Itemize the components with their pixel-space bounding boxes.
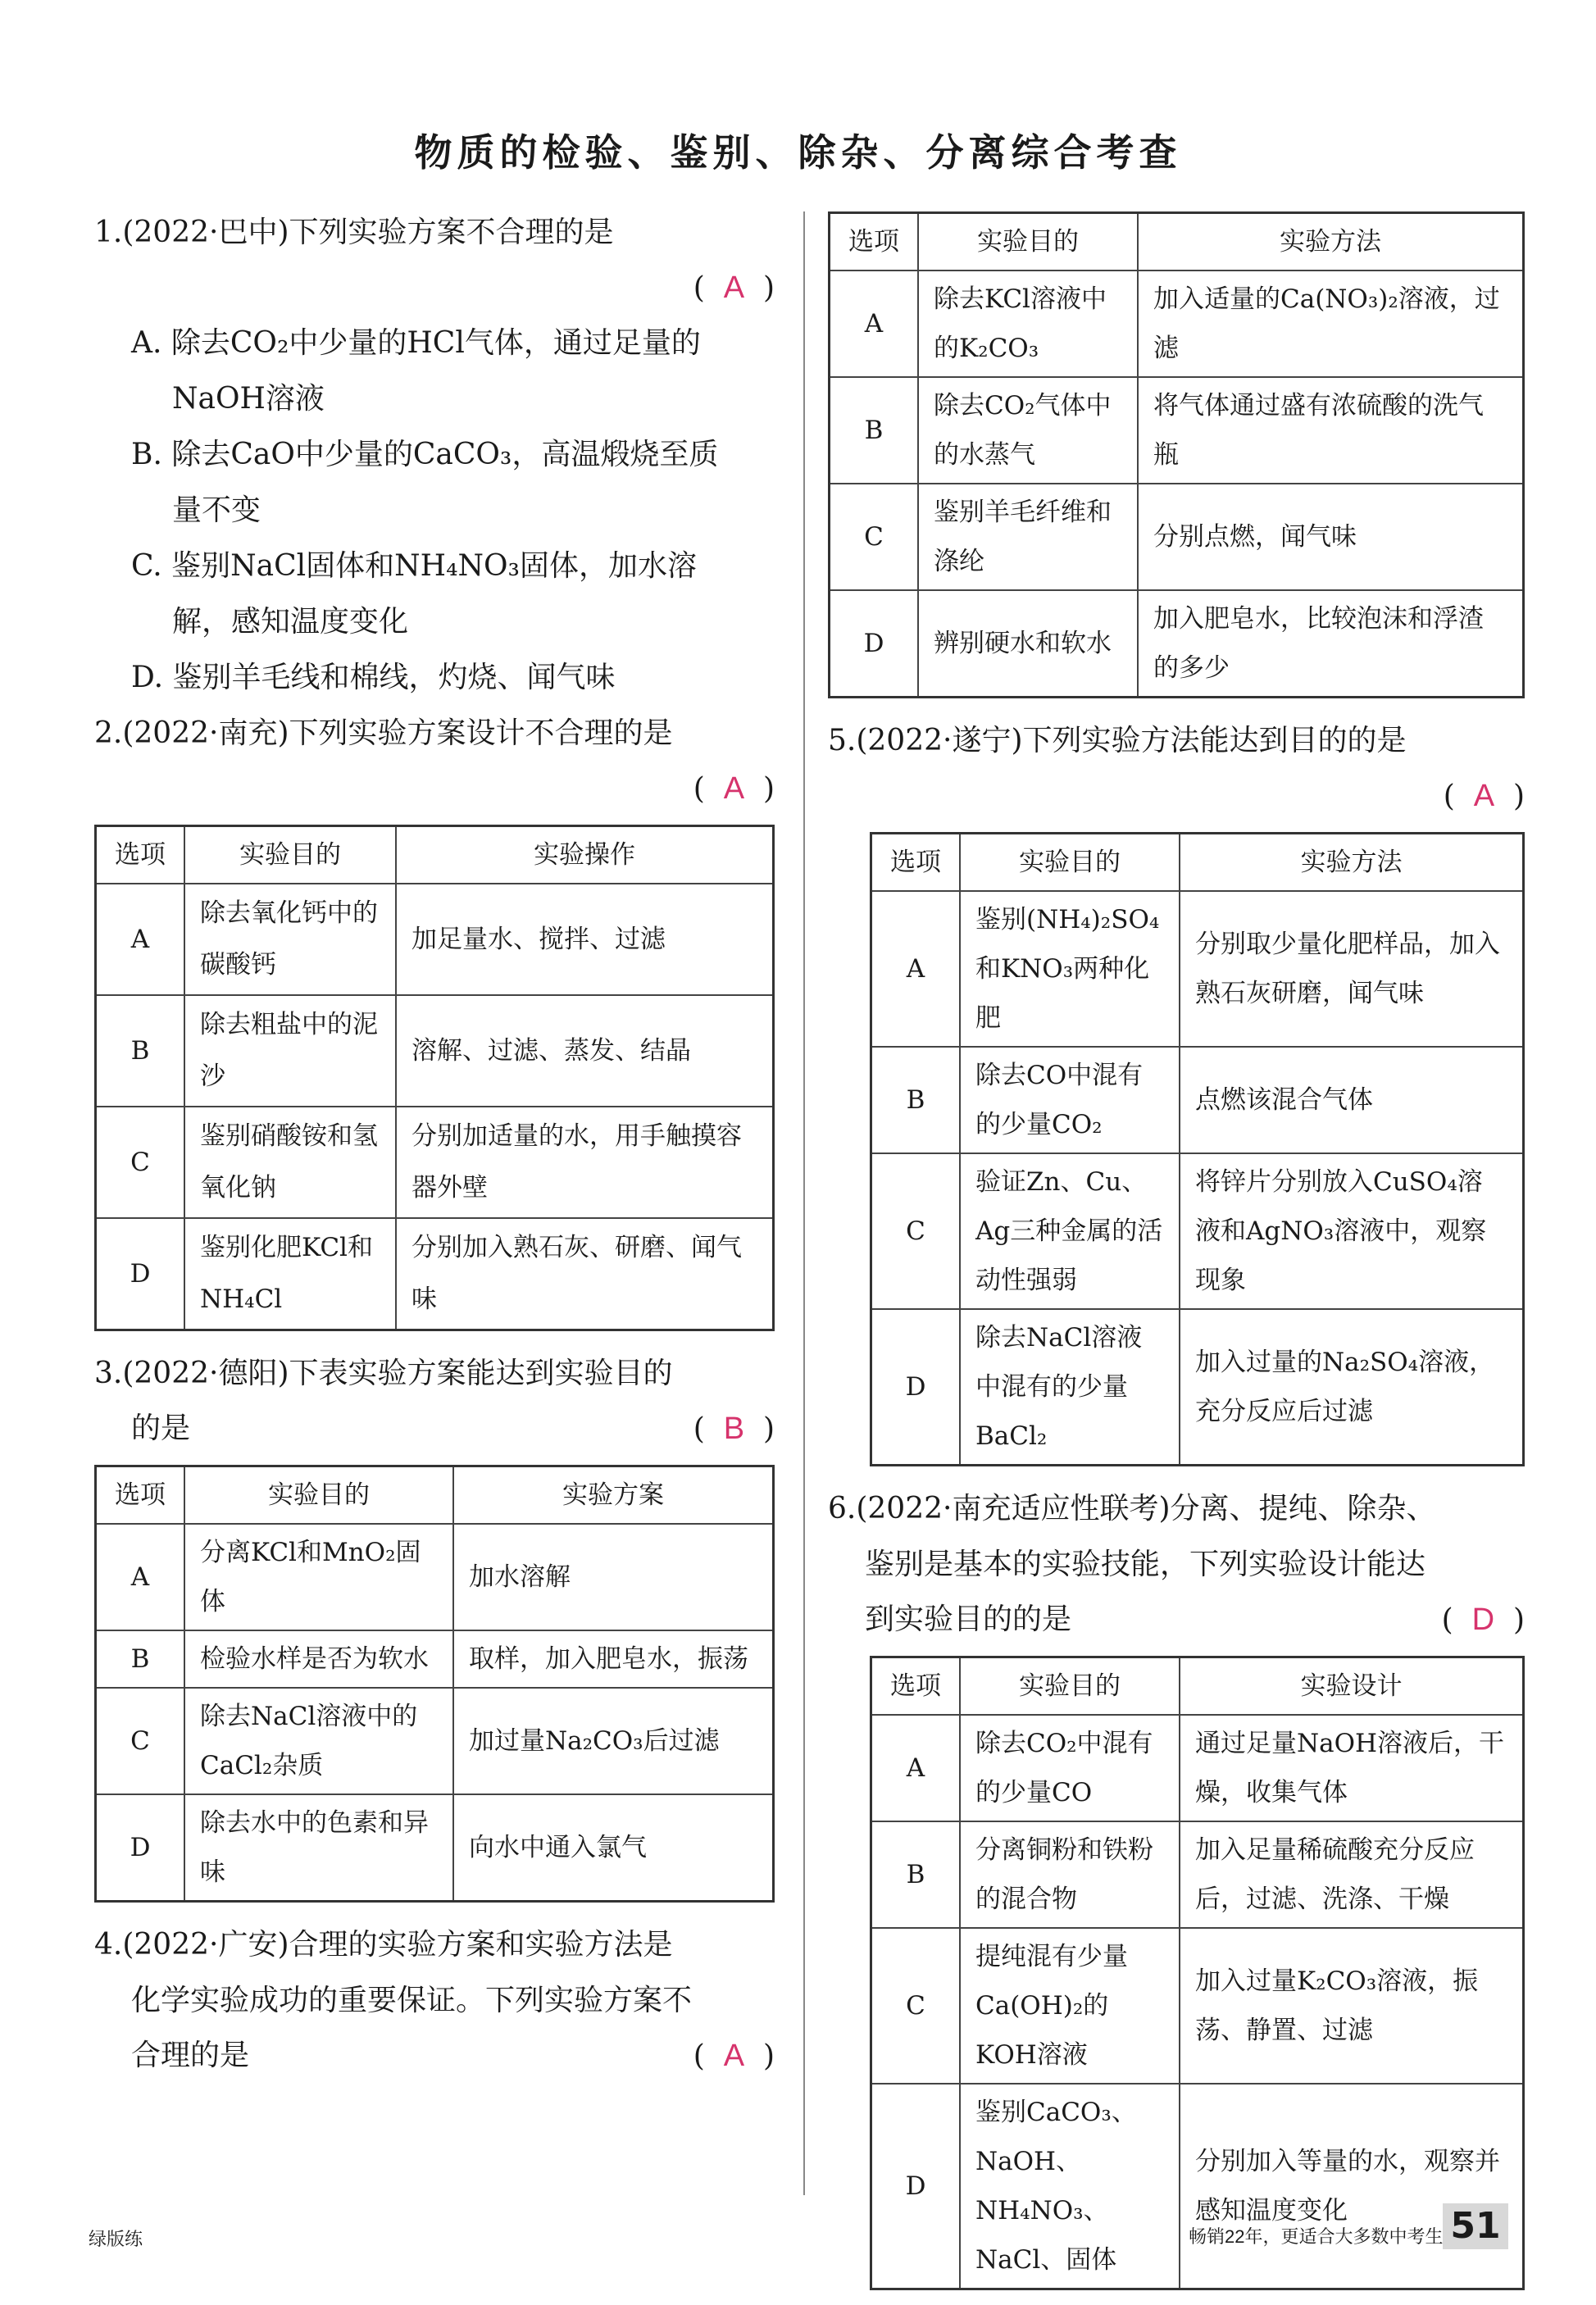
cell-purpose: 鉴别羊毛纤维和涤纶 xyxy=(918,484,1138,590)
cell-design: 加入过量K₂CO₃溶液，振荡、静置、过滤 xyxy=(1180,1928,1524,2084)
header-purpose: 实验目的 xyxy=(184,826,396,884)
q6-stem-line3 xyxy=(828,1593,1525,1648)
q3-stem-cont: 的是 xyxy=(131,1412,191,1445)
header-method: 实验操作 xyxy=(396,826,774,884)
cell-purpose: 鉴别(NH₄)₂SO₄和KNO₃两种化肥 xyxy=(960,891,1180,1047)
q3-table xyxy=(94,1465,775,1903)
cell-method: 将锌片分别放入CuSO₄溶液和AgNO₃溶液中，观察现象 xyxy=(1180,1153,1524,1309)
q6-stem-cont2: 到实验目的的是 xyxy=(865,1603,1072,1636)
cell-purpose: 除去KCl溶液中的K₂CO₃ xyxy=(918,271,1138,377)
cell-option: C xyxy=(871,1928,961,2084)
header-option: 选项 xyxy=(871,1657,961,1716)
q1-option-a-cont: NaOH溶液 xyxy=(172,382,325,416)
cell-method: 点燃该混合气体 xyxy=(1180,1047,1524,1153)
cell-purpose: 除去氧化钙中的碳酸钙 xyxy=(184,884,396,995)
table-header-row xyxy=(871,834,1524,892)
cell-option: D xyxy=(830,590,919,698)
q1-option-d: D. 鉴别羊毛线和棉线，灼烧、闻气味 xyxy=(131,661,616,694)
q1-option-c-cont: 解，感知温度变化 xyxy=(172,605,409,639)
table-row xyxy=(871,1047,1524,1153)
cell-option: C xyxy=(96,1688,185,1794)
q3-answer: B xyxy=(723,1412,745,1446)
cell-method: 溶解、过滤、蒸发、结晶 xyxy=(396,995,774,1107)
page-number: 51 xyxy=(1443,2203,1508,2249)
q1-option-a: A. 除去CO₂中少量的HCl气体，通过足量的 xyxy=(131,326,701,360)
q3-stem: 3.(2022·德阳)下表实验方案能达到实验目的 xyxy=(94,1357,673,1390)
table-row xyxy=(871,1153,1524,1309)
cell-option: C xyxy=(830,484,919,590)
header-plan: 实验方案 xyxy=(453,1466,774,1525)
q2-stem: 2.(2022·南充)下列实验方案设计不合理的是 xyxy=(94,716,673,750)
q5-answer: A xyxy=(1473,779,1495,813)
table-row xyxy=(96,1794,774,1902)
q6-answer: D xyxy=(1471,1603,1495,1637)
q2-table xyxy=(94,825,775,1331)
table-row xyxy=(96,995,774,1107)
cell-method: 加足量水、搅拌、过滤 xyxy=(396,884,774,995)
table-row xyxy=(830,271,1524,377)
q1-answer: A xyxy=(723,271,745,305)
header-option: 选项 xyxy=(96,1466,185,1525)
cell-method: 分别取少量化肥样品，加入熟石灰研磨，闻气味 xyxy=(1180,891,1524,1047)
header-option: 选项 xyxy=(830,213,919,271)
cell-method: 分别加适量的水，用手触摸容器外壁 xyxy=(396,1107,774,1218)
cell-method: 加入肥皂水，比较泡沫和浮渣的多少 xyxy=(1138,590,1524,698)
table-header-row xyxy=(830,213,1524,271)
cell-method: 将气体通过盛有浓硫酸的洗气瓶 xyxy=(1138,377,1524,484)
q1-option-b: B. 除去CaO中少量的CaCO₃，高温煅烧至质 xyxy=(131,438,719,471)
cell-plan: 加水溶解 xyxy=(453,1524,774,1630)
cell-option: C xyxy=(96,1107,185,1218)
cell-purpose: 辨别硬水和软水 xyxy=(918,590,1138,698)
q4-stem: 4.(2022·广安)合理的实验方案和实验方法是 xyxy=(94,1928,673,1962)
table-row xyxy=(96,1630,774,1688)
q4-table xyxy=(828,211,1525,698)
left-column xyxy=(94,205,775,2084)
cell-option: B xyxy=(871,1047,961,1153)
header-method: 实验方法 xyxy=(1138,213,1524,271)
table-header-row xyxy=(871,1657,1524,1716)
cell-option: D xyxy=(96,1218,185,1330)
cell-option: A xyxy=(96,1524,185,1630)
header-option: 选项 xyxy=(96,826,185,884)
cell-option: D xyxy=(871,2084,961,2289)
q4-stem-line3 xyxy=(94,2029,775,2084)
cell-option: C xyxy=(871,1153,961,1309)
footer-slogan: 畅销22年，更适合大多数中考生 xyxy=(1189,2226,1444,2247)
q4-answer-line: ( A ) xyxy=(693,2039,775,2073)
right-column xyxy=(828,211,1525,2305)
q6-table xyxy=(870,1656,1525,2290)
cell-purpose: 鉴别硝酸铵和氢氧化钠 xyxy=(184,1107,396,1218)
cell-option: A xyxy=(96,884,185,995)
cell-purpose: 除去水中的色素和异味 xyxy=(184,1794,453,1902)
q5-stem: 5.(2022·遂宁)下列实验方法能达到目的的是 xyxy=(828,724,1407,757)
cell-purpose: 提纯混有少量Ca(OH)₂的KOH溶液 xyxy=(960,1928,1180,2084)
q6-answer-line: ( D ) xyxy=(1441,1603,1525,1637)
cell-method: 分别点燃，闻气味 xyxy=(1138,484,1524,590)
table-row xyxy=(96,1688,774,1794)
header-purpose: 实验目的 xyxy=(918,213,1138,271)
cell-purpose: 除去CO₂气体中的水蒸气 xyxy=(918,377,1138,484)
cell-option: B xyxy=(871,1821,961,1928)
footer-brand: 绿版练 xyxy=(89,2229,143,2249)
table-row xyxy=(871,2084,1524,2289)
cell-purpose: 分离铜粉和铁粉的混合物 xyxy=(960,1821,1180,1928)
table-header-row xyxy=(96,826,774,884)
cell-method: 加入适量的Ca(NO₃)₂溶液，过滤 xyxy=(1138,271,1524,377)
table-row xyxy=(830,377,1524,484)
table-row xyxy=(871,1715,1524,1821)
q4-answer: A xyxy=(723,2039,745,2073)
cell-plan: 加过量Na₂CO₃后过滤 xyxy=(453,1688,774,1794)
cell-purpose: 除去NaCl溶液中的CaCl₂杂质 xyxy=(184,1688,453,1794)
cell-option: B xyxy=(830,377,919,484)
q1-option-b-cont: 量不变 xyxy=(172,493,261,527)
cell-purpose: 除去CO中混有的少量CO₂ xyxy=(960,1047,1180,1153)
table-row xyxy=(96,1218,774,1330)
cell-purpose: 除去CO₂中混有的少量CO xyxy=(960,1715,1180,1821)
table-row xyxy=(830,484,1524,590)
q4-stem-cont2: 合理的是 xyxy=(131,2039,250,2072)
q2-answer: A xyxy=(723,771,745,806)
table-row xyxy=(96,1524,774,1630)
cell-option: A xyxy=(830,271,919,377)
cell-purpose: 检验水样是否为软水 xyxy=(184,1630,453,1688)
table-row xyxy=(871,1821,1524,1928)
cell-method: 加入过量的Na₂SO₄溶液，充分反应后过滤 xyxy=(1180,1309,1524,1466)
cell-purpose: 鉴别化肥KCl和NH₄Cl xyxy=(184,1218,396,1330)
table-row xyxy=(96,884,774,995)
q5-answer-line: ( A ) xyxy=(1443,779,1525,813)
cell-purpose: 验证Zn、Cu、Ag三种金属的活动性强弱 xyxy=(960,1153,1180,1309)
table-row xyxy=(871,891,1524,1047)
table-row xyxy=(96,1107,774,1218)
cell-purpose: 除去粗盐中的泥沙 xyxy=(184,995,396,1107)
q1-answer-line: ( A ) xyxy=(693,271,775,305)
column-divider xyxy=(803,211,805,2195)
q6-stem-cont: 鉴别是基本的实验技能，下列实验设计能达 xyxy=(865,1548,1426,1581)
q6-stem: 6.(2022·南充适应性联考)分离、提纯、除杂、 xyxy=(828,1492,1436,1525)
cell-option: A xyxy=(871,1715,961,1821)
q1-stem: 1.(2022·巴中)下列实验方案不合理的是 xyxy=(94,216,614,249)
q5-table xyxy=(870,832,1525,1466)
cell-option: A xyxy=(871,891,961,1047)
header-purpose: 实验目的 xyxy=(960,834,1180,892)
q1-option-c: C. 鉴别NaCl固体和NH₄NO₃固体，加水溶 xyxy=(131,549,697,583)
cell-purpose: 分离KCl和MnO₂固体 xyxy=(184,1524,453,1630)
cell-design: 加入足量稀硫酸充分反应后，过滤、洗涤、干燥 xyxy=(1180,1821,1524,1928)
cell-plan: 向水中通入氯气 xyxy=(453,1794,774,1902)
header-method: 实验方法 xyxy=(1180,834,1524,892)
cell-design: 通过足量NaOH溶液后，干燥，收集气体 xyxy=(1180,1715,1524,1821)
table-row xyxy=(830,590,1524,698)
cell-purpose: 鉴别CaCO₃、NaOH、NH₄NO₃、NaCl、固体 xyxy=(960,2084,1180,2289)
header-design: 实验设计 xyxy=(1180,1657,1524,1716)
table-header-row xyxy=(96,1466,774,1525)
table-row xyxy=(871,1928,1524,2084)
table-row xyxy=(871,1309,1524,1466)
cell-plan: 取样，加入肥皂水，振荡 xyxy=(453,1630,774,1688)
q3-stem-line2 xyxy=(94,1402,775,1457)
header-purpose: 实验目的 xyxy=(184,1466,453,1525)
cell-option: B xyxy=(96,1630,185,1688)
cell-option: D xyxy=(871,1309,961,1466)
q4-stem-cont: 化学实验成功的重要保证。下列实验方案不 xyxy=(131,1984,693,2017)
q2-answer-line: ( A ) xyxy=(693,771,775,806)
header-purpose: 实验目的 xyxy=(960,1657,1180,1716)
cell-design: 分别加入等量的水，观察并感知温度变化 xyxy=(1180,2084,1524,2289)
cell-option: D xyxy=(96,1794,185,1902)
cell-option: B xyxy=(96,995,185,1107)
q3-answer-line: ( B ) xyxy=(693,1412,775,1446)
cell-purpose: 除去NaCl溶液中混有的少量BaCl₂ xyxy=(960,1309,1180,1466)
cell-method: 分别加入熟石灰、研磨、闻气味 xyxy=(396,1218,774,1330)
header-option: 选项 xyxy=(871,834,961,892)
page-title: 物质的检验、鉴别、除杂、分离综合考查 xyxy=(414,130,1182,175)
